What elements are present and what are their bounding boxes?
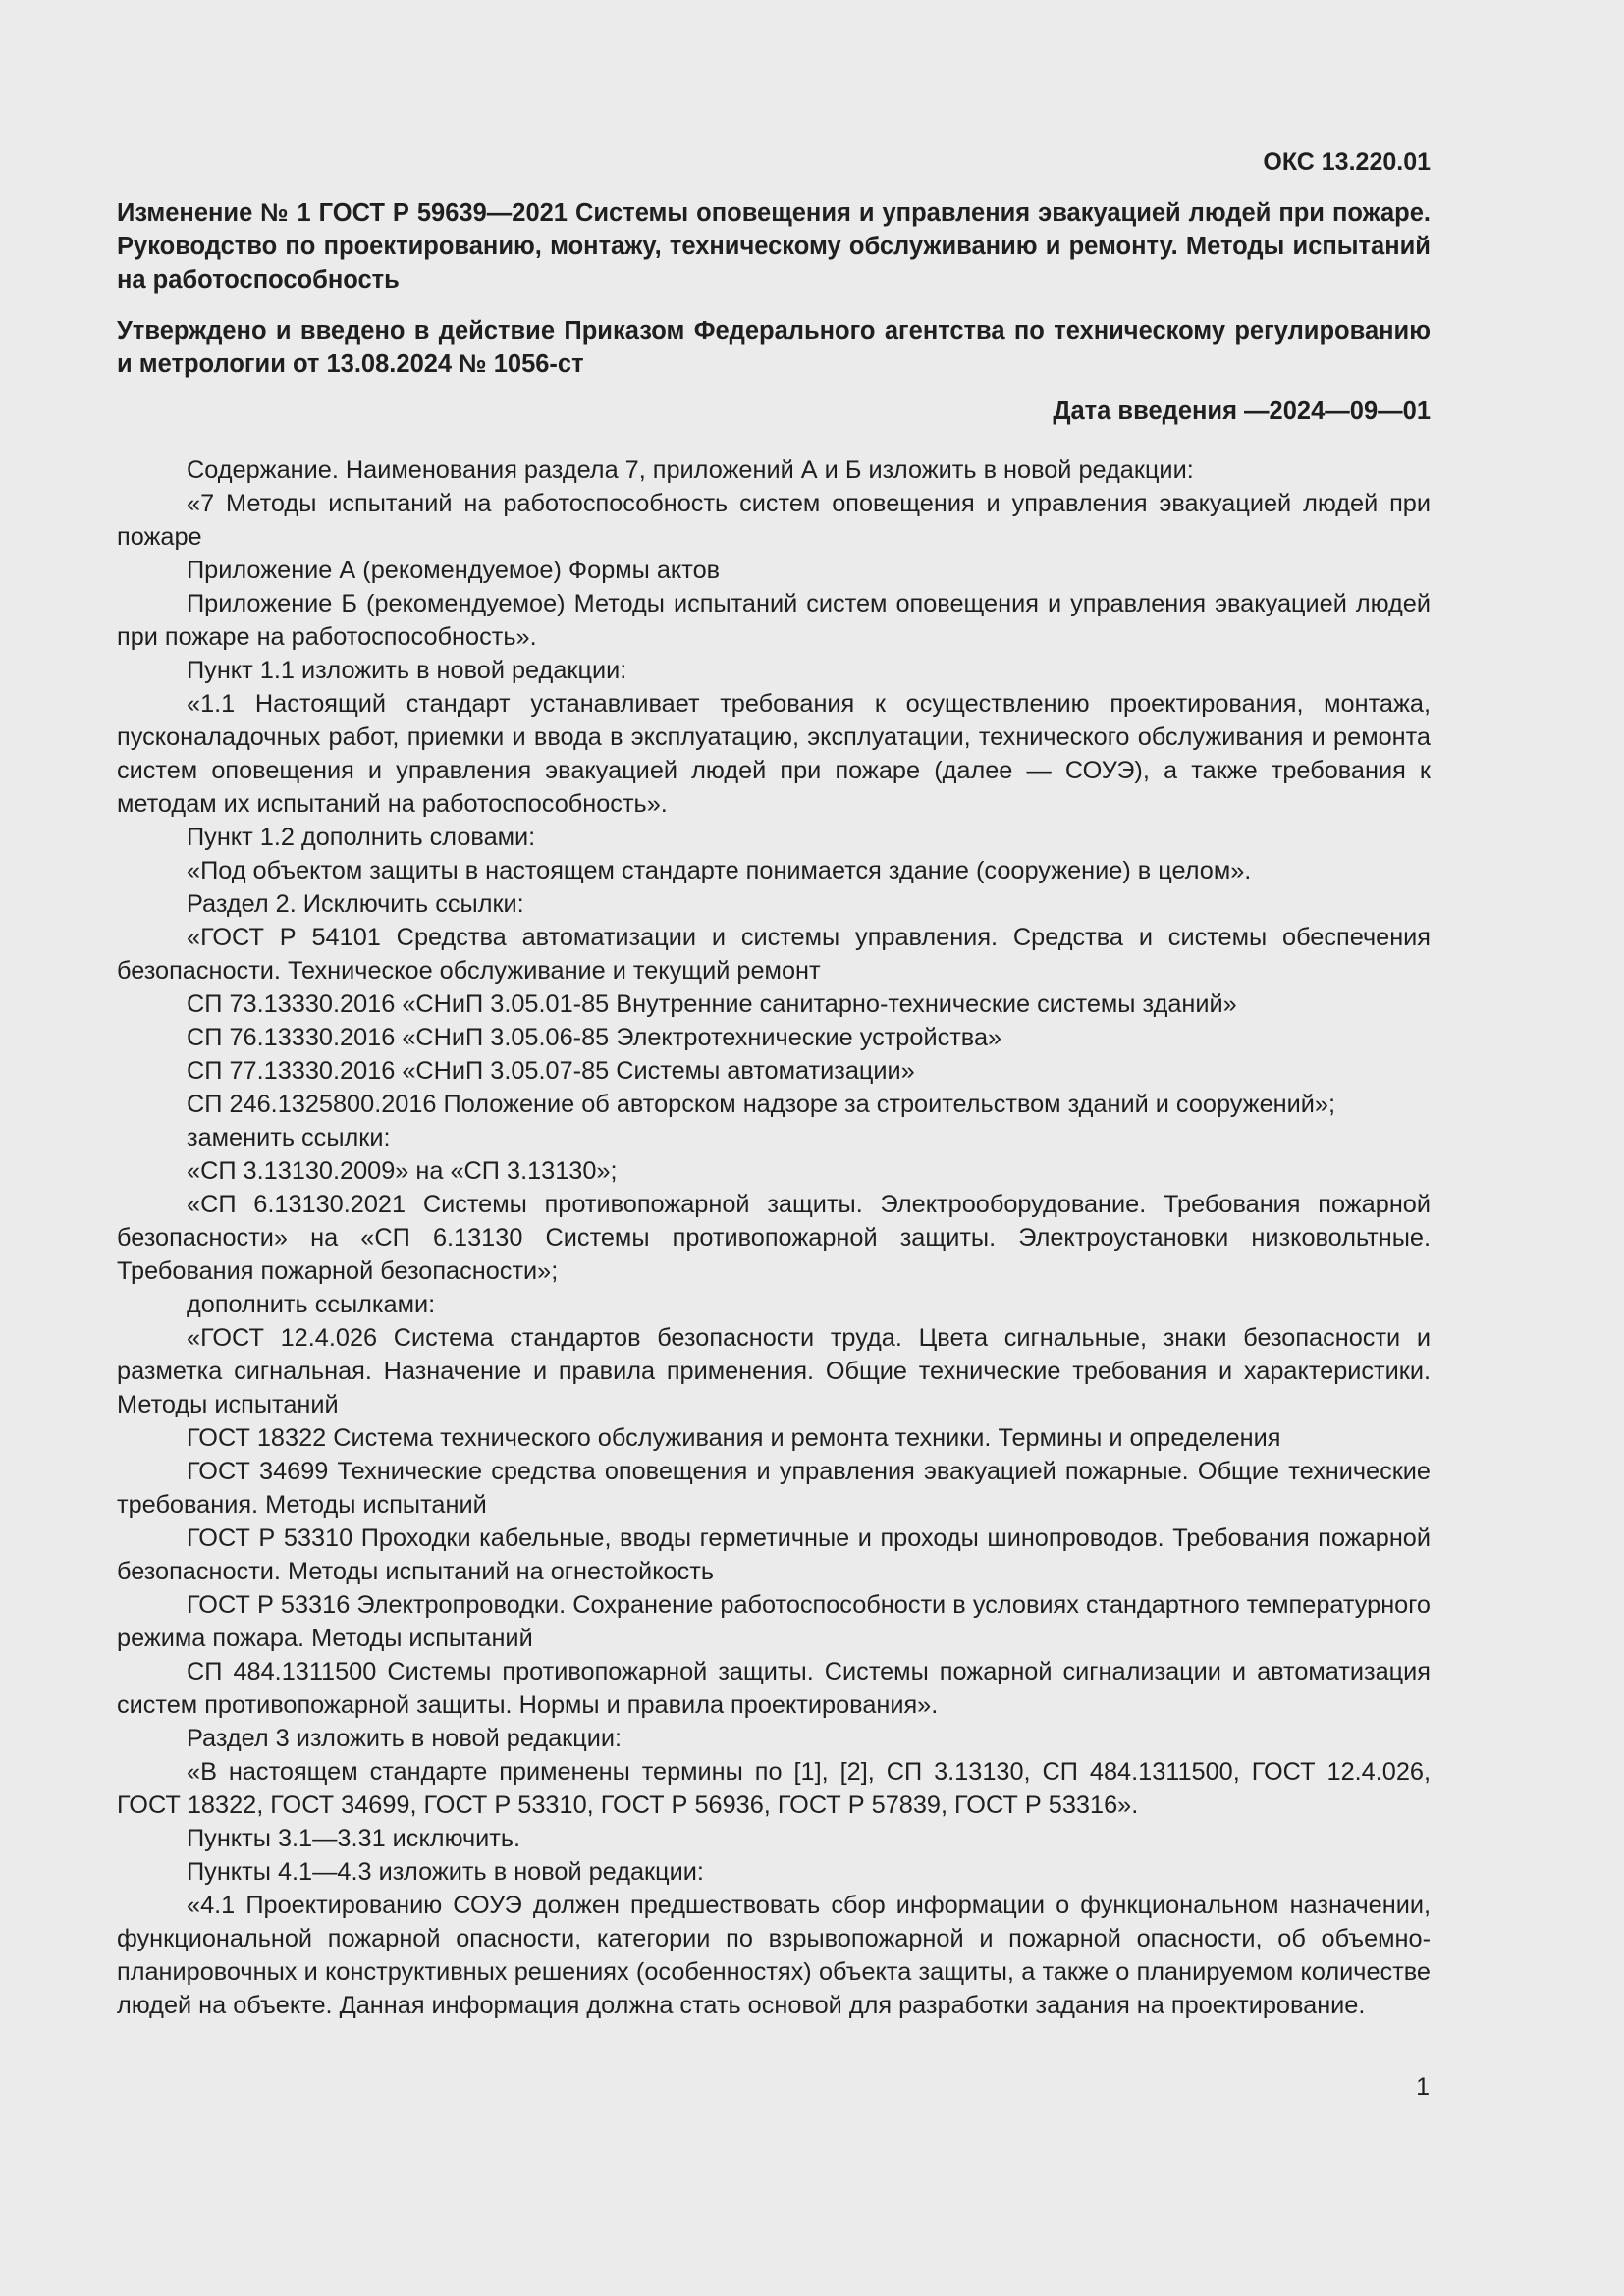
paragraph: Пункт 1.2 дополнить словами: xyxy=(187,824,536,851)
paragraph: «Под объектом защиты в настоящем стандарте понимается здание (сооружение) в целом». xyxy=(187,857,1252,884)
paragraph: «СП 6.13130.2021 Системы противопожарной защиты. Электрооборудование. Требования пожарной безопасности» на «СП 6.13130 Системы противопожарной защиты. Электроустановки низковольтные. Требования пожарной безопасности»; xyxy=(117,1191,1431,1285)
paragraph: «4.1 Проектированию СОУЭ должен предшествовать сбор информации о функциональном назначении, функциональной пожарной опасности, категории по взрывопожарной и пожарной опасности, об объемно-планировочных и конструктивных решениях (особенностях) объекта защиты, а также о планируемом количестве людей на объекте. Данная информация должна стать основой для разработки задания на проектирование. xyxy=(117,1892,1431,2019)
effective-date: Дата введения —2024—09—01 xyxy=(1053,398,1431,425)
paragraph: ГОСТ Р 53310 Проходки кабельные, вводы герметичные и проходы шинопроводов. Требования пожарной безопасности. Методы испытаний на огнестойкость xyxy=(117,1524,1431,1585)
oks-code: ОКС 13.220.01 xyxy=(1263,148,1431,176)
document-body xyxy=(117,454,1431,2022)
page-number: 1 xyxy=(1416,2073,1430,2101)
paragraph: Пункт 1.1 изложить в новой редакции: xyxy=(187,657,627,684)
paragraph: дополнить ссылками: xyxy=(187,1291,436,1318)
paragraph: СП 77.13330.2016 «СНиП 3.05.07-85 Системы автоматизации» xyxy=(187,1057,915,1085)
paragraph: СП 73.13330.2016 «СНиП 3.05.01-85 Внутренние санитарно-технические системы зданий» xyxy=(187,990,1237,1018)
paragraph: Пункты 4.1—4.3 изложить в новой редакции: xyxy=(187,1858,704,1886)
paragraph: «В настоящем стандарте применены термины по [1], [2], СП 3.13130, СП 484.1311500, ГОСТ 12.4.026, ГОСТ 18322, ГОСТ 34699, ГОСТ Р 53310, ГОСТ Р 56936, ГОСТ Р 57839, ГОСТ Р 53316». xyxy=(117,1758,1431,1819)
paragraph: Приложение Б (рекомендуемое) Методы испытаний систем оповещения и управления эвакуацией людей при пожаре на работоспособность». xyxy=(117,590,1431,651)
paragraph: ГОСТ 34699 Технические средства оповещения и управления эвакуацией пожарные. Общие технические требования. Методы испытаний xyxy=(117,1458,1431,1519)
paragraph: СП 484.1311500 Системы противопожарной защиты. Системы пожарной сигнализации и автоматизация систем противопожарной защиты. Нормы и правила проектирования». xyxy=(117,1658,1431,1719)
paragraph: ГОСТ Р 53316 Электропроводки. Сохранение работоспособности в условиях стандартного температурного режима пожара. Методы испытаний xyxy=(117,1591,1431,1652)
approval-statement: Утверждено и введено в действие Приказом Федерального агентства по техническому регулированию и метрологии от 13.08.2024 № 1056-ст xyxy=(117,317,1431,378)
paragraph: Пункты 3.1—3.31 исключить. xyxy=(187,1825,521,1852)
paragraph: «ГОСТ Р 54101 Средства автоматизации и системы управления. Средства и системы обеспечения безопасности. Техническое обслуживание и текущий ремонт xyxy=(117,924,1431,985)
paragraph: Содержание. Наименования раздела 7, приложений А и Б изложить в новой редакции: xyxy=(187,456,1194,484)
paragraph: заменить ссылки: xyxy=(187,1124,391,1151)
document-content xyxy=(117,145,1431,2022)
paragraph: Приложение А (рекомендуемое) Формы актов xyxy=(187,557,721,584)
paragraph: «СП 3.13130.2009» на «СП 3.13130»; xyxy=(187,1157,618,1185)
paragraph: СП 76.13330.2016 «СНиП 3.05.06-85 Электротехнические устройства» xyxy=(187,1024,1002,1051)
paragraph: «7 Методы испытаний на работоспособность систем оповещения и управления эвакуацией людей при пожаре xyxy=(117,490,1431,551)
document-title: Изменение № 1 ГОСТ Р 59639—2021 Системы оповещения и управления эвакуацией людей при пожаре. Руководство по проектированию, монтажу, техническому обслуживанию и ремонту. Методы испытаний на работоспособность xyxy=(117,199,1431,294)
paragraph: ГОСТ 18322 Система технического обслуживания и ремонта техники. Термины и определения xyxy=(187,1424,1281,1452)
paragraph: Раздел 3 изложить в новой редакции: xyxy=(187,1725,623,1752)
paragraph: «ГОСТ 12.4.026 Система стандартов безопасности труда. Цвета сигнальные, знаки безопасности и разметка сигнальная. Назначение и правила применения. Общие технические требования и характеристики. Методы испытаний xyxy=(117,1324,1431,1418)
paragraph: СП 246.1325800.2016 Положение об авторском надзоре за строительством зданий и сооружений»; xyxy=(187,1091,1336,1118)
paragraph: Раздел 2. Исключить ссылки: xyxy=(187,890,524,918)
paragraph: «1.1 Настоящий стандарт устанавливает требования к осуществлению проектирования, монтажа, пусконаладочных работ, приемки и ввода в эксплуатацию, эксплуатации, технического обслуживания и ремонта систем оповещения и управления эвакуацией людей при пожаре (далее — СОУЭ), а также требования к методам их испытаний на работоспособность». xyxy=(117,690,1431,818)
